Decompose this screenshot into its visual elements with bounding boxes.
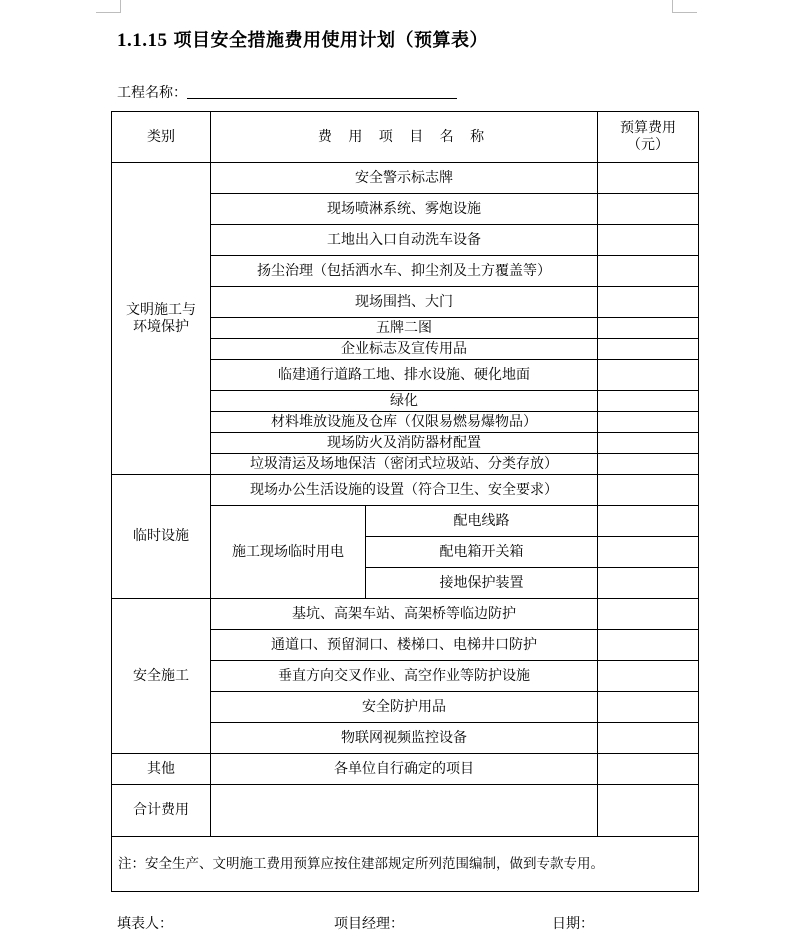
title-text: 项目安全措施费用使用计划（预算表） [173,30,488,51]
note-text: 注：安全生产、文明施工费用预算应按住建部规定所列范围编制，做到专款专用。 [112,837,699,892]
item-name: 物联网视频监控设备 [211,723,598,754]
item-name: 配电箱开关箱 [366,537,598,568]
table-row [112,163,699,194]
project-name-blank[interactable] [187,84,457,99]
item-name: 现场喷淋系统、雾炮设施 [211,194,598,225]
project-manager-label: 项目经理： [334,916,404,932]
total-blank-cell [211,785,598,837]
item-name: 配电线路 [366,506,598,537]
table-row [112,475,699,506]
project-name-line [117,82,457,102]
item-name: 五牌二图 [211,318,598,339]
item-name: 企业标志及宣传用品 [211,339,598,360]
budget-amount-cell[interactable] [598,391,699,412]
budget-amount-cell[interactable] [598,506,699,537]
category-civilized-construction [112,163,211,475]
item-name: 绿化 [211,391,598,412]
category-label-line: 环境保护 [133,318,189,335]
budget-amount-cell[interactable] [598,599,699,630]
header-budget-line1: 预算费用 [620,120,677,136]
budget-amount-cell[interactable] [598,163,699,194]
page-corner-mark-left [96,0,121,13]
budget-amount-cell[interactable] [598,475,699,506]
item-name: 临建通行道路工地、排水设施、硬化地面 [211,360,598,391]
budget-amount-cell[interactable] [598,360,699,391]
budget-amount-cell[interactable] [598,661,699,692]
item-name: 基坑、高架车站、高架桥等临边防护 [211,599,598,630]
budget-amount-cell[interactable] [598,454,699,475]
budget-amount-cell[interactable] [598,225,699,256]
section-number: 1.1.15 [117,30,168,51]
budget-amount-cell[interactable] [598,318,699,339]
total-label: 合计费用 [112,785,211,837]
budget-amount-cell[interactable] [598,339,699,360]
total-row [112,785,699,837]
budget-amount-cell[interactable] [598,754,699,785]
item-name: 扬尘治理（包括洒水车、抑尘剂及土方覆盖等） [211,256,598,287]
item-name: 垂直方向交叉作业、高空作业等防护设施 [211,661,598,692]
budget-amount-cell[interactable] [598,433,699,454]
budget-table [111,111,699,892]
header-budget-line2: （元） [627,137,670,153]
budget-amount-cell[interactable] [598,568,699,599]
table-row [112,599,699,630]
item-name: 接地保护装置 [366,568,598,599]
page-corner-mark-right [672,0,697,13]
category-safe-construction: 安全施工 [112,599,211,754]
item-name: 材料堆放设施及仓库（仅限易燃易爆物品） [211,412,598,433]
budget-amount-cell[interactable] [598,412,699,433]
item-name: 各单位自行确定的项目 [211,754,598,785]
item-name: 现场围挡、大门 [211,287,598,318]
item-name: 垃圾清运及场地保洁（密闭式垃圾站、分类存放） [211,454,598,475]
category-temporary-facilities: 临时设施 [112,475,211,599]
budget-amount-cell[interactable] [598,287,699,318]
note-row [112,837,699,892]
category-other: 其他 [112,754,211,785]
budget-amount-cell[interactable] [598,537,699,568]
header-row [112,112,699,163]
item-name: 安全警示标志牌 [211,163,598,194]
header-item-name: 费 用 项 目 名 称 [211,112,598,163]
filler-label: 填表人： [117,916,173,932]
project-name-label: 工程名称： [117,85,187,101]
page-title [117,26,488,52]
budget-amount-cell[interactable] [598,194,699,225]
budget-amount-cell[interactable] [598,256,699,287]
budget-amount-cell[interactable] [598,630,699,661]
header-category: 类别 [112,112,211,163]
budget-amount-cell[interactable] [598,723,699,754]
category-label-line: 文明施工与 [126,301,196,318]
budget-amount-cell[interactable] [598,692,699,723]
header-budget [598,112,699,163]
item-name: 工地出入口自动洗车设备 [211,225,598,256]
item-name: 通道口、预留洞口、楼梯口、电梯井口防护 [211,630,598,661]
subcategory-temporary-power: 施工现场临时用电 [211,506,366,599]
item-name: 现场办公生活设施的设置（符合卫生、安全要求） [211,475,598,506]
item-name: 现场防火及消防器材配置 [211,433,598,454]
total-amount-cell[interactable] [598,785,699,837]
item-name: 安全防护用品 [211,692,598,723]
date-label: 日期： [552,916,594,932]
table-row [112,754,699,785]
